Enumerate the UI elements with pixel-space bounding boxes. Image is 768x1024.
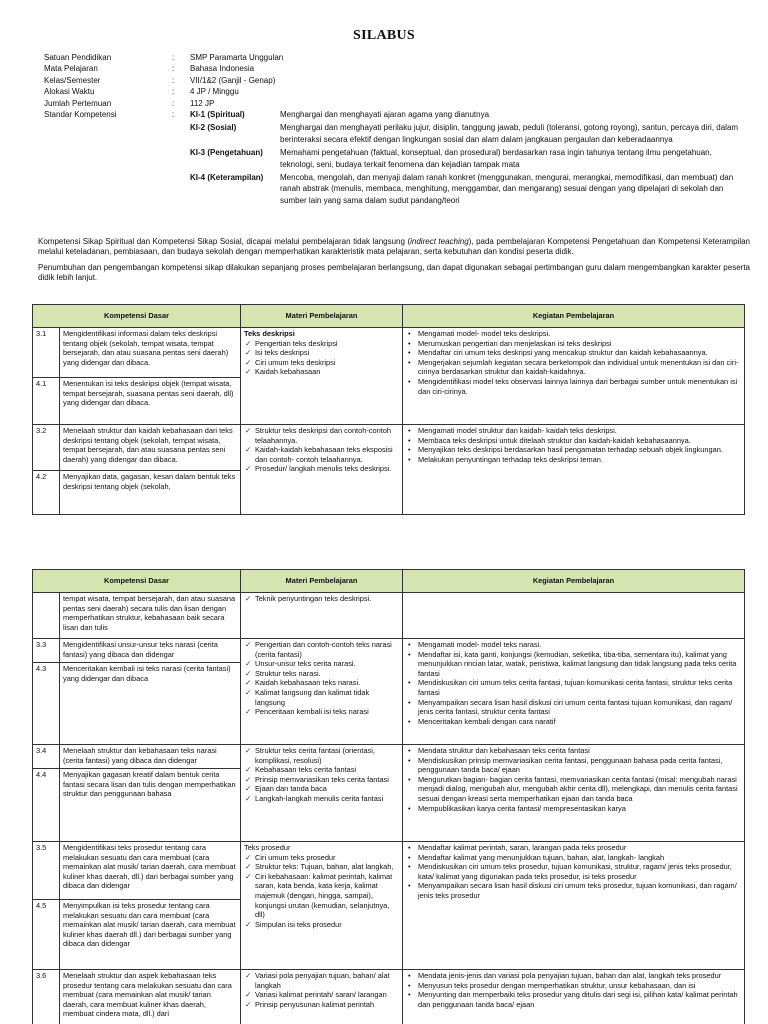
list-item: • Mendata jenis-jenis dan variasi pola penyajian tujuan, bahan dan alat, langkah teks prosedur bbox=[406, 971, 741, 981]
list-item: • Mempublikasikan karya cerita fantasi/ mempresentasikan karya bbox=[406, 804, 741, 814]
syllabus-table-1 bbox=[32, 304, 745, 515]
materi-cell bbox=[241, 842, 403, 970]
kd-number: 4.4 bbox=[33, 769, 60, 842]
list-item: ✓ Teknik penyuntingan teks deskripsi. bbox=[244, 594, 399, 604]
kegiatan-list bbox=[406, 329, 741, 396]
list-item: • Menyajikan teks deskripsi berdasarkan hasil pengamatan terhadap sebuah objek lingkungan. bbox=[406, 445, 741, 455]
materi-list bbox=[244, 746, 399, 804]
kd-text: Menentukan isi teks deskripsi objek (tempat wisata, tempat bersejarah, suasana pentas seni daerah, dll) yang didengar dan dibaca. bbox=[60, 378, 241, 425]
ki-text: Menghargai dan menghayati ajaran agama yang dianutnya bbox=[280, 110, 490, 120]
list-item: ✓ Struktur teks narasi. bbox=[244, 669, 399, 679]
list-item: ✓ Kaidah kebahasaan teks narasi. bbox=[244, 678, 399, 688]
table-row bbox=[33, 593, 745, 639]
header-materi: Materi Pembelajaran bbox=[241, 570, 403, 593]
table-row bbox=[33, 970, 745, 1024]
meta-colon: : bbox=[172, 75, 175, 85]
table-row bbox=[33, 842, 745, 900]
kd-number: 3.3 bbox=[33, 639, 60, 663]
list-item: ✓ Langkah-langkah menulis cerita fantasi bbox=[244, 794, 399, 804]
materi-heading: Teks prosedur bbox=[244, 843, 291, 852]
meta-label: Alokasi Waktu bbox=[44, 87, 95, 97]
kd-number: 3.6 bbox=[33, 970, 60, 1024]
list-item: ✓ Unsur-unsur teks cerita narasi. bbox=[244, 659, 399, 669]
kd-text: Menyimpulkan isi teks prosedur tentang cara melakukan sesuatu dan cara membuat (cara memainkan alat musik/ tarian daerah, cara membuat kuliner khas daerah dll.) dari berbagai sumber yang dibaca dan didengar bbox=[60, 900, 241, 970]
materi-cell bbox=[241, 328, 403, 425]
kegiatan-cell bbox=[403, 745, 745, 842]
list-item: ✓ Kaidah kebahasaan bbox=[244, 367, 399, 377]
list-item: ✓ Penceritaan kembali isi teks narasi bbox=[244, 707, 399, 717]
list-item: • Membaca teks deskripsi untuk ditelaah struktur dan kaidah-kaidah kebahasaannya. bbox=[406, 436, 741, 446]
materi-cell bbox=[241, 425, 403, 515]
ki-list bbox=[190, 109, 744, 208]
list-item: ✓ Ciri umum teks prosedur bbox=[244, 853, 399, 863]
list-item: • Mendaftar isi, kata ganti, konjungsi (kemudian, seketika, tiba-tiba, sementara itu), kalimat yang menunjukkan rincian latar, watak, peristiwa, kalimat langsung dan tidak langsung pada teks cerita fantasi bbox=[406, 650, 741, 679]
list-item: ✓ Ciri umum teks deskripsi bbox=[244, 358, 399, 368]
kegiatan-cell bbox=[403, 425, 745, 515]
kd-number: 3.4 bbox=[33, 745, 60, 769]
materi-list bbox=[244, 640, 399, 717]
materi-list bbox=[244, 971, 399, 1009]
kd-text: Menelaah struktur dan aspek kebahasaan teks prosedur tentang cara melakukan sesuatu dan cara membuat (cara memainkan alat musik/ tarian daerah, cara membuat kuliner khas daerah, membuat cindera mata, dll.) dari bbox=[60, 970, 241, 1024]
list-item: • Mengamati model struktur dan kaidah- kaidah teks deskripsi. bbox=[406, 426, 741, 436]
list-item: ✓ Pengertian teks deskripsi bbox=[244, 339, 399, 349]
list-item: • Mengamati model- model teks deskripsi. bbox=[406, 329, 741, 339]
kd-text: Menceritakan kembali isi teks narasi (cerita fantasi) yang didengar dan dibaca bbox=[60, 663, 241, 745]
list-item: ✓ Prosedur/ langkah menulis teks deskripsi. bbox=[244, 464, 399, 474]
meta-label: Satuan Pendidikan bbox=[44, 53, 112, 62]
materi-list bbox=[244, 853, 399, 930]
meta-row bbox=[44, 75, 744, 86]
meta-row bbox=[44, 86, 744, 97]
kd-text: Mengidentifikasi informasi dalam teks deskripsi tentang objek (sekolah, tempat wisata, tempat bersejarah, dan atau suasana pentas seni daerah) yang didengar dan dibaca. bbox=[60, 328, 241, 378]
list-item: • Mendiskusikan ciri umum teks cerita fantasi, tujuan komunikasi cerita fantasi, struktur teks cerita fantasi bbox=[406, 678, 741, 697]
list-item: ✓ Pengertian dan contoh-contoh teks narasi (cerita fantasi) bbox=[244, 640, 399, 659]
kegiatan-list bbox=[406, 843, 741, 901]
ki-label: KI-1 (Spiritual) bbox=[190, 110, 245, 120]
list-item: • Mengerjakan sejumlah kegiatan secara berkelompok dan individual untuk menentukan isi dan ciri-cirinya berdasarkan struktur dan kaidah-kaidahnya. bbox=[406, 358, 741, 377]
kegiatan-cell bbox=[403, 639, 745, 745]
meta-colon: : bbox=[172, 64, 175, 74]
kegiatan-cell bbox=[403, 842, 745, 970]
list-item: ✓ Isi teks deskripsi bbox=[244, 348, 399, 358]
meta-row bbox=[44, 63, 744, 74]
meta-value: VII/1&2 (Ganjil - Genap) bbox=[190, 75, 276, 85]
ki-item bbox=[190, 172, 744, 206]
list-item: • Mendaftar kalimat perintah, saran, larangan pada teks prosedur bbox=[406, 843, 741, 853]
kegiatan-list bbox=[406, 426, 741, 464]
page-title: SILABUS bbox=[352, 28, 416, 43]
kd-number: 3.1 bbox=[33, 328, 60, 378]
ki-text: Memahami pengetahuan (faktual, konseptual, dan prosedural) berdasarkan rasa ingin tahunya tentang ilmu pengetahuan, teknologi, seni, budaya terkait fenomena dan kejadian tampak mata bbox=[280, 148, 712, 169]
list-item: ✓ Prinsip penyusunan kalimat perintah bbox=[244, 1000, 399, 1010]
header-materi: Materi Pembelajaran bbox=[241, 305, 403, 328]
list-item: • Menyunting dan memperbaiki teks prosedur yang ditulis dari segi isi, pilihan kata/ kalimat perintah dan penggunaan tanda baca/ ejaan bbox=[406, 990, 741, 1009]
list-item: • Mendaftar ciri umum teks deskripsi yang mencakup struktur dan kaidah kebahasaannya. bbox=[406, 348, 741, 358]
list-item: ✓ Kalimat langsung dan kalimat tidak langsung bbox=[244, 688, 399, 707]
kegiatan-cell bbox=[403, 593, 745, 639]
ki-label: KI-4 (Keterampilan) bbox=[190, 173, 264, 183]
list-item: • Melakukan penyuntingan terhadap teks deskripsi teman. bbox=[406, 455, 741, 465]
materi-list bbox=[244, 426, 399, 474]
list-item: • Mendiskusikan ciri umum teks prosedur, tujuan komunikasi, struktur, ragam/ jenis teks prosedur, kata/ kalimat yang digunakan pada teks prosedur, isi teks prosedur bbox=[406, 862, 741, 881]
list-item: • Menyusun teks prosedur dengan memperhatikan struktur, unsur kebahasaan, dan isi bbox=[406, 981, 741, 991]
kd-number: 3.2 bbox=[33, 425, 60, 471]
list-item: ✓ Ejaan dan tanda baca bbox=[244, 784, 399, 794]
table-header-row bbox=[33, 570, 745, 593]
standar-label: Standar Kompetensi bbox=[44, 110, 117, 120]
meta-colon: : bbox=[172, 53, 175, 62]
ki-label: KI-3 (Pengetahuan) bbox=[190, 148, 263, 158]
list-item: ✓ Simpulan isi teks prosedur bbox=[244, 920, 399, 930]
list-item: • Mengamati model- model teks narasi. bbox=[406, 640, 741, 650]
kegiatan-list bbox=[406, 971, 741, 1009]
materi-heading: Teks deskripsi bbox=[244, 329, 295, 338]
meta-label: Kelas/Semester bbox=[44, 75, 101, 85]
kd-text: Menelaah struktur dan kebahasaan teks narasi (cerita fantasi) yang dibaca dan didengar bbox=[60, 745, 241, 769]
meta-colon: : bbox=[172, 87, 175, 97]
kd-text: Menyajikan data, gagasan, kesan dalam bentuk teks deskripsi tentang objek (sekolah, bbox=[60, 471, 241, 515]
materi-cell bbox=[241, 745, 403, 842]
kd-number: 4.1 bbox=[33, 378, 60, 425]
header-kompetensi-dasar: Kompetensi Dasar bbox=[33, 305, 241, 328]
table-row bbox=[33, 328, 745, 378]
kd-text: Menyajikan gagasan kreatif dalam bentuk cerita fantasi secara lisan dan tulis dengan memperhatikan struktur dan penggunaan bahasa bbox=[60, 769, 241, 842]
materi-cell bbox=[241, 593, 403, 639]
kd-text: tempat wisata, tempat bersejarah, dan atau suasana pentas seni daerah) secara tulis dan lisan dengan memperhatikan struktur, kebahasaan baik secara lisan dan tulis bbox=[60, 593, 241, 639]
list-item: ✓ Kaidah-kaidah kebahasaan teks eksposisi dan contoh- contoh telaahannya. bbox=[244, 445, 399, 464]
list-item: • Menceritakan kembali dengan cara naratif bbox=[406, 717, 741, 727]
list-item: ✓ Struktur teks deskripsi dan contoh-contoh telaahannya. bbox=[244, 426, 399, 445]
list-item: • Mendaftar kalimat yang menunjukkan tujuan, bahan, alat, langkah- langkah bbox=[406, 853, 741, 863]
table-header-row bbox=[33, 305, 745, 328]
meta-value: SMP Paramarta Unggulan bbox=[190, 53, 284, 62]
ki-text: Mencoba, mengolah, dan menyaji dalam ranah konkret (menggunakan, mengurai, merangkai, memodifikasi, dan membuat) dan ranah abstrak (menulis, membaca, menghitung, menggambar, dan mengarang) sesuai dengan yang dipelajari di sekolah dan sumber lain yang sama dalam sudut pandang/teori bbox=[280, 173, 734, 205]
ki-item bbox=[190, 147, 744, 170]
list-item: ✓ Ciri kebahasaan: kalimat perintah, kalimat saran, kata benda, kata kerja, kalimat majemuk (dengan, hingga, sampai), konjungsi urutan (kemudian, selanjutnya, dll) bbox=[244, 872, 399, 920]
kd-number: 4.2 bbox=[33, 471, 60, 515]
list-item: ✓ Variasi kalimat perintah/ saran/ larangan bbox=[244, 990, 399, 1000]
list-item: • Menyampaikan secara lisan hasil diskusi ciri umum cerita fantasi tujuan komunikasi, dan ragam/ jenis cerita fantasi, struktur cerita fantasi bbox=[406, 698, 741, 717]
list-item: • Mengurutkan bagian- bagian cerita fantasi, memvariasikan cerita fantasi (misal: mengubah narasi menjadi dialog, mengubah alur, mengubah akhir cerita dll), melengkapi, dan menulis cerita fantasi sesuai dengan kreasi serta memperhatikan ejaan dan tanda baca bbox=[406, 775, 741, 804]
intro-paragraph-1: Kompetensi Sikap Spiritual dan Kompetensi Sikap Sosial, dicapai melalui pembelajaran tidak langsung (indirect teaching), pada pembelajaran Kompetensi Pengetahuan dan Kompetensi Keterampilan melalui keteladanan, pembiasaan, dan budaya sekolah dengan memperhatikan karakteristik mata pelajaran, serta kebutuhan dan kondisi peserta didik. bbox=[38, 237, 750, 257]
kd-text: Mengidentifikasi teks prosedur tentang cara melakukan sesuatu dan cara membuat (cara memainkan alat musik/ tarian daerah, cara membuat kuliner khas daerah, dll.) dari berbagai sumber yang dibaca dan didengar bbox=[60, 842, 241, 900]
meta-value: Bahasa Indonesia bbox=[190, 64, 255, 74]
meta-row bbox=[44, 98, 744, 109]
header-kegiatan: Kegiatan Pembelajaran bbox=[403, 570, 745, 593]
header-kegiatan: Kegiatan Pembelajaran bbox=[403, 305, 745, 328]
kd-number: 4.3 bbox=[33, 663, 60, 745]
kd-text: Mengidentifikasi unsur-unsur teks narasi (cerita fantasi) yang dibaca dan didengar bbox=[60, 639, 241, 663]
table-row bbox=[33, 425, 745, 471]
kd-number: 4.5 bbox=[33, 900, 60, 970]
table-2-clip bbox=[32, 569, 745, 1024]
list-item: • Mengidentifikasi model teks observasi lainnya lainnya dari berbagai sumber untuk menentukan isi dan ciri-cirinya. bbox=[406, 377, 741, 396]
list-item: • Mendiskusikan prinsip memvariasikan cerita fantasi, penggunaan bahasa pada cerita fantasi, penggunaan tanda baca/ ejaan bbox=[406, 756, 741, 775]
list-item: ✓ Struktur teks cerita fantasi (orientasi, komplikasi, resolusi) bbox=[244, 746, 399, 765]
kegiatan-list bbox=[406, 746, 741, 813]
list-item: ✓ Variasi pola penyajian tujuan, bahan/ alat langkah bbox=[244, 971, 399, 990]
meta-colon: : bbox=[172, 110, 175, 120]
meta-label: Jumlah Pertemuan bbox=[44, 98, 112, 108]
ki-label: KI-2 (Sosial) bbox=[190, 123, 237, 133]
materi-list bbox=[244, 339, 399, 377]
meta-value: 112 JP bbox=[190, 98, 215, 108]
materi-cell bbox=[241, 970, 403, 1024]
meta-value: 4 JP / Minggu bbox=[190, 87, 239, 97]
ki-item bbox=[190, 109, 744, 120]
materi-list bbox=[244, 594, 399, 604]
meta-colon: : bbox=[172, 98, 175, 108]
table-row bbox=[33, 745, 745, 769]
identity-block bbox=[44, 52, 744, 208]
meta-label: Mata Pelajaran bbox=[44, 64, 98, 74]
list-item: • Mendata struktur dan kebahasaan teks cerita fantasi bbox=[406, 746, 741, 756]
list-item: • Merumuskan pengertian dan menjelaskan isi teks deskripsi bbox=[406, 339, 741, 349]
materi-cell bbox=[241, 639, 403, 745]
intro-paragraph-2: Penumbuhan dan pengembangan kompetensi sikap dilakukan sepanjang proses pembelajaran berlangsung, dan dapat digunakan sebagai pertimbangan guru dalam mengembangkan karakter peserta didik lebih lanjut. bbox=[38, 263, 750, 283]
list-item: ✓ Kebahasaan teks cerita fantasi bbox=[244, 765, 399, 775]
ki-text: Menghargai dan menghayati perilaku jujur, disiplin, tanggung jawab, peduli (toleransi, gotong royong), santun, percaya diri, dalam berinteraksi secara efektif dengan lingkungan sosial dan alam dalam jangkauan pergaulan dan keberadaannya bbox=[280, 123, 739, 144]
kegiatan-cell bbox=[403, 970, 745, 1024]
meta-row bbox=[44, 52, 744, 63]
list-item: ✓ Prinsip memvariasikan teks cerita fantasi bbox=[244, 775, 399, 785]
table-row bbox=[33, 639, 745, 663]
list-item: ✓ Struktur teks: Tujuan, bahan, alat langkah, bbox=[244, 862, 399, 872]
kd-number: 3.5 bbox=[33, 842, 60, 900]
list-item: • Menyampaikan secara lisan hasil diskusi ciri umum teks prosedur, tujuan komunikasi, dan ragam/ jenis teks prosedur bbox=[406, 881, 741, 900]
syllabus-table-2 bbox=[32, 569, 745, 1024]
standar-kompetensi-row bbox=[44, 109, 744, 208]
kegiatan-cell bbox=[403, 328, 745, 425]
ki-item bbox=[190, 122, 744, 145]
kd-text: Menelaah struktur dan kaidah kebahasaan dari teks deskripsi tentang objek (sekolah, tempat wisata, tempat bersejarah, dan atau suasana pentas seni daerah) yang didengar dan dibaca. bbox=[60, 425, 241, 471]
header-kompetensi-dasar: Kompetensi Dasar bbox=[33, 570, 241, 593]
kegiatan-list bbox=[406, 640, 741, 726]
